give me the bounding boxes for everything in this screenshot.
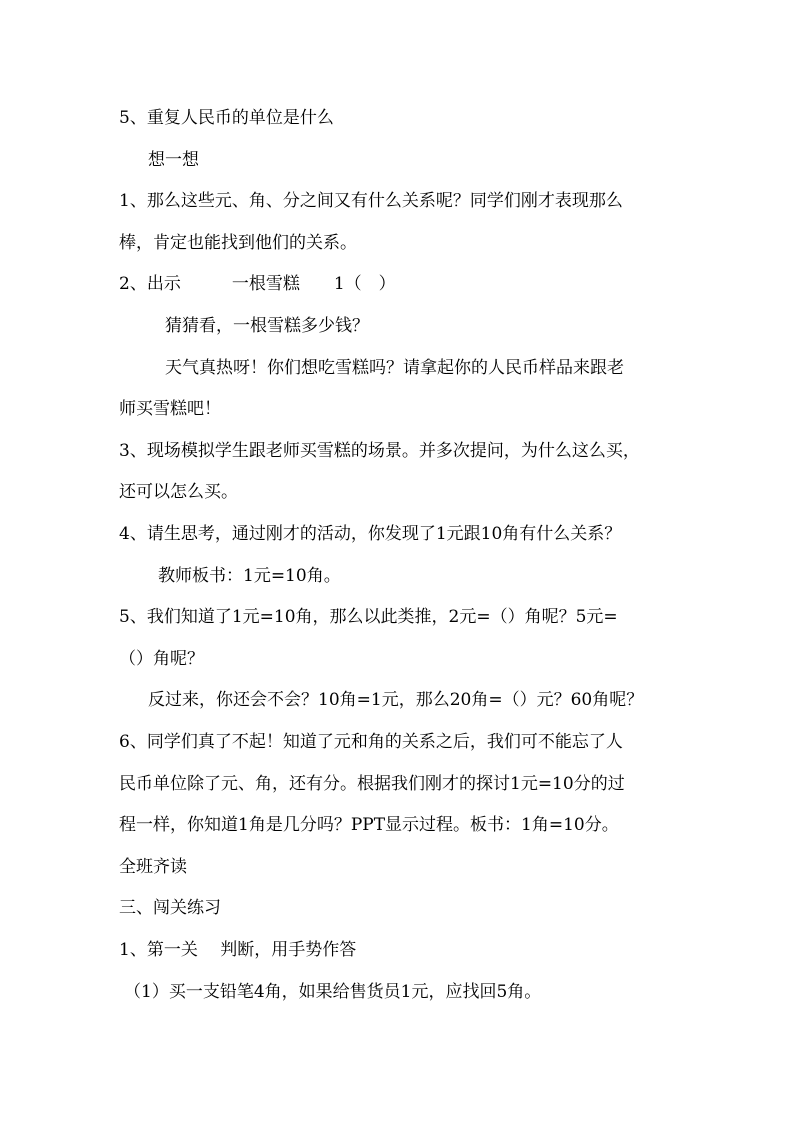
section-heading-practice: 三、闯关练习 bbox=[119, 898, 221, 918]
paragraph-line: 程一样，你知道1角是几分吗？PPT显示过程。板书：1角=10分。 bbox=[119, 815, 619, 835]
subheading-think: 想一想 bbox=[148, 150, 199, 170]
paragraph-line: 5、我们知道了1元=10角，那么以此类推，2元=（）角呢？5元= bbox=[119, 607, 618, 627]
section-heading-review-units: 5、重复人民币的单位是什么 bbox=[119, 108, 334, 128]
board-note: 教师板书：1元=10角。 bbox=[158, 566, 341, 586]
paragraph-line: 1、第一关 判断，用手势作答 bbox=[119, 940, 357, 960]
paragraph-line: （）角呢？ bbox=[119, 649, 204, 669]
paragraph-line: 还可以怎么买。 bbox=[119, 482, 238, 502]
paragraph-line: 3、现场模拟学生跟老师买雪糕的场景。并多次提问，为什么这么买， bbox=[119, 441, 640, 461]
paragraph-line: 棒，肯定也能找到他们的关系。 bbox=[119, 233, 357, 253]
paragraph-line: 6、同学们真了不起！知道了元和角的关系之后，我们可不能忘了人 bbox=[119, 732, 623, 752]
exercise-item: （1）买一支铅笔4角，如果给售货员1元，应找回5角。 bbox=[124, 982, 542, 1002]
paragraph-line: 全班齐读 bbox=[119, 857, 187, 877]
paragraph-line: 2、出示 一根雪糕 1（ ） bbox=[119, 274, 396, 294]
paragraph-line: 民币单位除了元、角，还有分。根据我们刚才的探讨1元=10分的过 bbox=[119, 774, 625, 794]
paragraph-line: 猜猜看，一根雪糕多少钱？ bbox=[165, 316, 369, 336]
paragraph-line: 1、那么这些元、角、分之间又有什么关系呢？同学们刚才表现那么 bbox=[119, 191, 623, 211]
paragraph-line: 师买雪糕吧！ bbox=[119, 399, 221, 419]
paragraph-line: 反过来，你还会不会？10角=1元，那么20角=（）元？60角呢？ bbox=[148, 690, 644, 710]
paragraph-line: 4、请生思考，通过刚才的活动，你发现了1元跟10角有什么关系？ bbox=[119, 524, 622, 544]
paragraph-line: 天气真热呀！你们想吃雪糕吗？请拿起你的人民币样品来跟老 bbox=[165, 358, 624, 378]
